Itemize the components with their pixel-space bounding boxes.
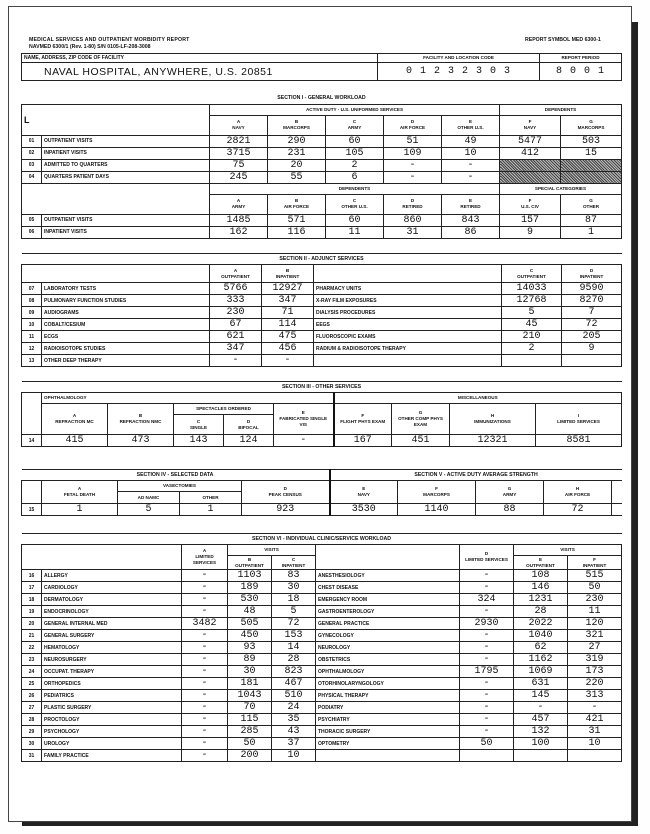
table-row: 20 GENERAL INTERNAL MED 3482 505 72 GENERAL PRACTICE 2930 2022 120 [22, 618, 622, 630]
dependents-header: DEPENDENTS [500, 104, 622, 115]
col-header-limited-1: A LIMITED SERVICES [182, 545, 228, 570]
shaded-cell [561, 159, 622, 171]
table-row: 24 OCCUPAT. THERAPY - 30 823 OPHTHALMOLOGY 1795 1069 173 [22, 666, 622, 678]
section-6-title: SECTION VI - INDIVIDUAL CLINIC/SERVICE WORKLOAD [22, 534, 622, 545]
line-number-header: L [22, 104, 42, 135]
table-row: 05 OUTPATIENT VISITS 1485 571 60 860 843 157 87 [22, 214, 622, 226]
section-2-title: SECTION II - ADJUNCT SERVICES [22, 254, 622, 265]
col-header-other: G OTHER [561, 194, 622, 214]
report-symbol: REPORT SYMBOL MED 6300-1 [525, 37, 601, 43]
table-row: 27 PLASTIC SURGERY - 70 24 PODIATRY - - - [22, 702, 622, 714]
col-header-ad-army: G ARMY [476, 481, 544, 504]
shaded-cell [500, 171, 561, 183]
col-header-peak-census: D PEAK CENSUS [242, 481, 330, 504]
table-row: 31 FAMILY PRACTICE - 200 10 [22, 750, 622, 762]
shaded-cell [561, 171, 622, 183]
table-row: 15 1 5 1 923 3530 1140 88 72 [22, 504, 622, 516]
section-4-title: SECTION IV - SELECTED DATA [22, 470, 330, 481]
col-header-us-civ: F U.S. CIV [500, 194, 561, 214]
col-header-immunizations: H IMMUNIZATIONS [450, 404, 536, 435]
col-header-limited-2: D LIMITED SERVICES [460, 545, 514, 570]
special-categories-header: SPECIAL CATEGORIES [500, 183, 622, 194]
miscellaneous-header: MISCELLANEOUS [334, 393, 622, 404]
section-6-body [22, 570, 622, 762]
col-header-other-comp: G OTHER COMP PHYS EXAM [392, 404, 450, 435]
table-row: 06 INPATIENT VISITS 162 116 11 31 86 9 1 [22, 226, 622, 238]
table-row: 28 PROCTOLOGY - 115 35 PSYCHIATRY - 457 421 [22, 714, 622, 726]
location-code: 0 1 2 3 2 3 0 3 [378, 63, 540, 81]
table-row: 09 AUDIOGRAMS 230 71 DIALYSIS PROCEDURES 5 7 [22, 307, 622, 319]
col-header-refraction-nmc: B REFRACTION NMC [108, 404, 174, 435]
col-header-army: C ARMY [326, 115, 384, 135]
ophthalmology-header: OPHTHALMOLOGY [42, 393, 334, 404]
col-header-ad-namc: AD NAMC [118, 492, 180, 504]
col-header-bifocal: D BIFOCAL [224, 415, 274, 435]
col-header-outpatient: A OUTPATIENT [210, 265, 262, 283]
form-number: NAVMED 6300/1 (Rev. 1-80) S/N 0105-LF-208-3008 [29, 44, 151, 50]
col-header-refraction-mc: A REFRACTION MC [42, 404, 108, 435]
facility-name-label: NAME, ADDRESS, ZIP CODE OF FACILITY [22, 54, 378, 63]
dependents-header-2: DEPENDENTS [210, 183, 500, 194]
col-header-vi-outpatient-2: E OUTPATIENT [514, 556, 568, 570]
table-row: 17 CARDIOLOGY - 189 30 CHEST DISEASE - 146 50 [22, 582, 622, 594]
visits-header-1: VISITS [228, 545, 316, 556]
section-1-title: SECTION I - GENERAL WORKLOAD [22, 93, 622, 104]
table-row: 07 LABORATORY TESTS 5766 12927 PHARMACY UNITS 14033 9590 [22, 283, 622, 295]
location-code-label: FACILITY AND LOCATION CODE [378, 54, 540, 63]
section-4-5-selected-data [21, 469, 622, 516]
table-row: 16 ALLERGY - 1103 83 ANESTHESIOLOGY - 108 515 [22, 570, 622, 582]
table-row: 18 DERMATOLOGY - 530 18 EMERGENCY ROOM 324 1231 230 [22, 594, 622, 606]
col-header-flight-phys: F FLIGHT PHYS EXAM [334, 404, 392, 435]
col-header-inpatient-2: D INPATIENT [562, 265, 622, 283]
table-row: 23 NEUROSURGERY - 89 28 OBSTETRICS - 1162 319 [22, 654, 622, 666]
report-period: 8 0 0 1 [540, 63, 622, 81]
report-period-label: REPORT PERIOD [540, 54, 622, 63]
table-row: 04 QUARTERS PATIENT DAYS 245 55 6 - - [22, 171, 622, 183]
col-header-limited-services: I LIMITED SERVICES [536, 404, 622, 435]
col-header-other-us: E OTHER U.S. [442, 115, 500, 135]
section-6-clinic-workload [21, 533, 622, 762]
col-header-single: C SINGLE [174, 415, 224, 435]
vasectomies-header: VASECTOMIES [118, 481, 242, 492]
col-header-air-force: D AIR FORCE [384, 115, 442, 135]
col-header-fetal-death: A FETAL DEATH [42, 481, 118, 504]
col-header-vi-inpatient: C INPATIENT [272, 556, 316, 570]
col-header-dep-navy: F NAVY [500, 115, 561, 135]
table-row: 12 RADIOISOTOPE STUDIES 347 456 RADIUM & RADIOISOTOPE THERAPY 2 9 [22, 343, 622, 355]
facility-header [21, 53, 622, 81]
table-row: 21 GENERAL SURGERY - 450 153 GYNECOLOGY - 1040 321 [22, 630, 622, 642]
section-1-general-workload [21, 93, 622, 239]
table-row: 29 PSYCHOLOGY - 285 43 THORACIC SURGERY - 132 31 [22, 726, 622, 738]
table-row: 11 ECGS 621 475 FLUOROSCOPIC EXAMS 210 205 [22, 331, 622, 343]
section-3-title: SECTION III - OTHER SERVICES [22, 382, 622, 393]
col-header-vi-inpatient-2: F INPATIENT [568, 556, 622, 570]
col-header-ad-marcorps: F MARCORPS [398, 481, 476, 504]
col-header-vi-outpatient: B OUTPATIENT [228, 556, 272, 570]
table-row: 25 ORTHOPEDICS - 181 467 OTORHINOLARYNGOLOGY - 631 220 [22, 678, 622, 690]
active-duty-header: ACTIVE DUTY - U.S. UNIFORMED SERVICES [210, 104, 500, 115]
col-header-dep-marcorps: G MARCORPS [561, 115, 622, 135]
visits-header-2: VISITS [514, 545, 622, 556]
col-header-navy: A NAVY [210, 115, 268, 135]
section-3-other-services [21, 381, 622, 447]
table-row: 08 PULMONARY FUNCTION STUDIES 333 347 X-RAY FILM EXPOSURES 12768 8270 [22, 295, 622, 307]
col-header-retired-1: D RETIRED [384, 194, 442, 214]
form-title: MEDICAL SERVICES AND OUTPATIENT MORBIDITY REPORT [29, 37, 190, 43]
table-row: 02 INPATIENT VISITS 3715 231 105 109 10 412 15 [22, 147, 622, 159]
report-form [8, 6, 632, 822]
col-header-ad-air-force: H AIR FORCE [544, 481, 612, 504]
table-row: 26 PEDIATRICS - 1043 510 PHYSICAL THERAPY - 145 313 [22, 690, 622, 702]
col-header-marcorps: B MARCORPS [268, 115, 326, 135]
table-row: 19 ENDOCRINOLOGY - 48 5 GASTROENTEROLOGY - 28 11 [22, 606, 622, 618]
table-row: 22 HEMATOLOGY - 93 14 NEUROLOGY - 62 27 [22, 642, 622, 654]
table-row: 13 OTHER DEEP THERAPY - - [22, 355, 622, 367]
col-header-dep-army: A ARMY [210, 194, 268, 214]
table-row: 30 UROLOGY - 50 37 OPTOMETRY 50 100 10 [22, 738, 622, 750]
col-header-retired-2: E RETIRED [442, 194, 500, 214]
table-row: 03 ADMITTED TO QUARTERS 75 20 2 - - [22, 159, 622, 171]
col-header-dep-other-us: C OTHER U.S. [326, 194, 384, 214]
section-5-title: SECTION V - ACTIVE DUTY AVERAGE STRENGTH [330, 470, 622, 481]
col-header-inpatient: B INPATIENT [262, 265, 314, 283]
col-header-fabricated: E FABRICATED SINGLE VIS [274, 404, 334, 435]
table-row: 01 OUTPATIENT VISITS 2821 290 60 51 49 5477 503 [22, 135, 622, 147]
facility-name: NAVAL HOSPITAL, ANYWHERE, U.S. 20851 [22, 63, 378, 81]
section-2-adjunct-services [21, 253, 622, 367]
spectacles-ordered-header: SPECTACLES ORDERED [174, 404, 274, 415]
shaded-cell [500, 159, 561, 171]
col-header-dep-air-force: B AIR FORCE [268, 194, 326, 214]
col-header-outpatient-2: C OUTPATIENT [502, 265, 562, 283]
col-header-vas-other: OTHER [180, 492, 242, 504]
table-row: 14 415 473 143 124 - 167 451 12321 8581 [22, 435, 622, 447]
col-header-ad-navy: E NAVY [330, 481, 398, 504]
table-row: 10 COBALT/CESIUM 67 114 EEGS 45 72 [22, 319, 622, 331]
